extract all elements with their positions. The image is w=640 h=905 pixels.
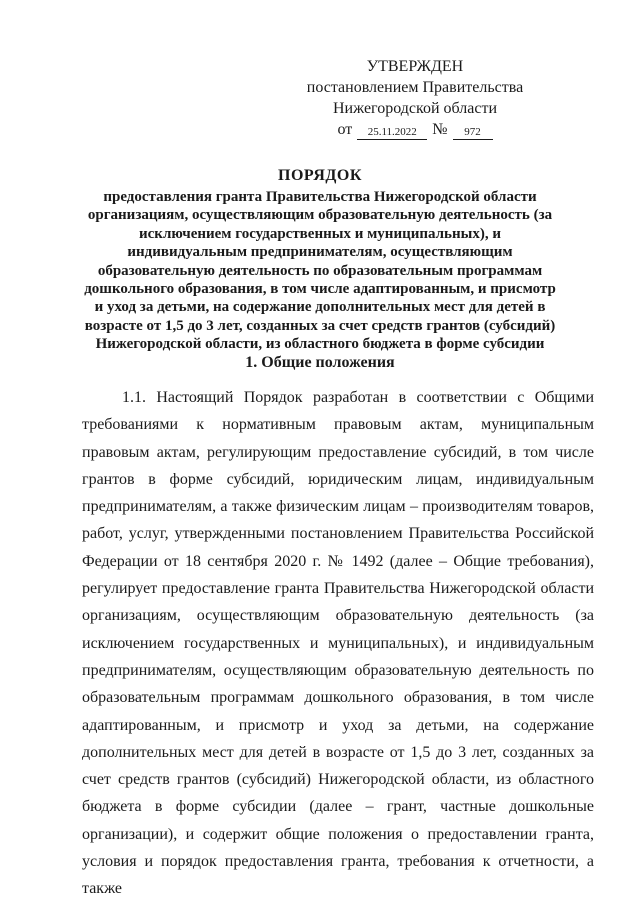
number-sign: №: [432, 121, 448, 138]
date-prefix: от: [337, 121, 353, 138]
section-heading: 1. Общие положения: [245, 354, 395, 371]
approval-block: [300, 56, 530, 140]
approval-date: 25.11.2022: [357, 125, 427, 140]
document-title-block: [82, 166, 558, 354]
document-subtitle: предоставления гранта Правительства Нижегородской области организациям, осуществляющим образовательную деятельность (за исключением государственных и муниципальных), и индивидуальным предпринимателям, осуществляющим образовательную деятельность по образовательным программам дошкольного образования, в том числе адаптированным, и присмотр и уход за детьми, на содержание дополнительных мест для детей в возрасте от 1,5 до 3 лет, созданных за счет средств грантов (субсидий) Нижегородской области, из областного бюджета в форме субсидии: [84, 189, 556, 353]
approval-number: 972: [453, 125, 493, 140]
approval-heading: УТВЕРЖДЕН: [366, 58, 464, 75]
document-title: ПОРЯДОК: [278, 167, 362, 184]
approval-issuer-line: постановлением Правительства: [306, 79, 524, 96]
paragraph-1-1: 1.1. Настоящий Порядок разработан в соответствии с Общими требованиями к нормативным правовым актам, муниципальным правовым актам, регулирующим предоставление субсидий, в том числе грантов в форме субсидий, юридическим лицам, индивидуальным предпринимателям, а также физическим лицам – производителям товаров, работ, услуг, утвержденными постановлением Правительства Российской Федерации от 18 сентября 2020 г. № 1492 (далее – Общие требования), регулирует предоставление гранта Правительства Нижегородской области организациям, осуществляющим образовательную деятельность (за исключением государственных и муниципальных), и индивидуальным предпринимателям, осуществляющим образовательную деятельность по образовательным программам дошкольного образования, в том числе адаптированным, и присмотр и уход за детьми, на содержание дополнительных мест для детей в возрасте от 1,5 до 3 лет, созданных за счет средств грантов (субсидий) Нижегородской области, из областного бюджета в форме субсидии (далее – грант, частные дошкольные организации), и содержит общие положения о предоставлении гранта, условия и порядок предоставления гранта, требования к отчетности, а также: [82, 389, 594, 898]
approval-region-line: Нижегородской области: [332, 100, 497, 117]
approval-date-line: [300, 119, 530, 140]
